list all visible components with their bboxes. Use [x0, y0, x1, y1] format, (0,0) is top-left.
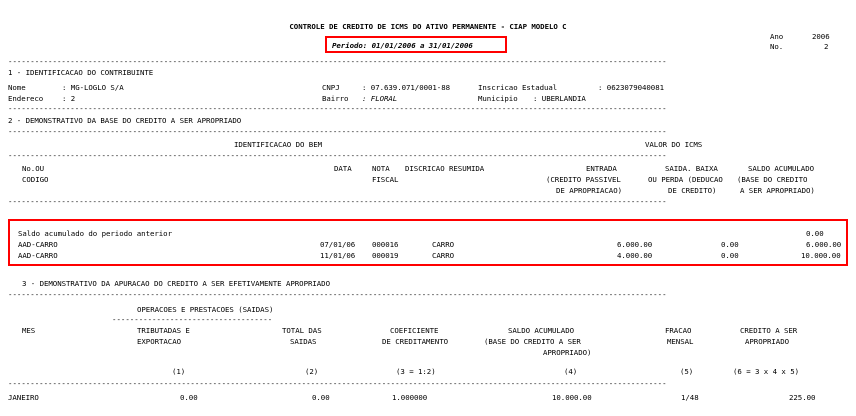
section3-heading: 3 - DEMONSTRATIVO DA APURACAO DO CREDITO A SER EFETIVAMENTE APROPRIADO: [22, 279, 330, 288]
col-num-2: (2): [305, 367, 319, 376]
cnpj-value: : 07.639.071/0001-88: [362, 83, 450, 92]
divider-section2-bottom: ----------------------------------------------------------------------------------------------------------------------------------------------------: [8, 197, 667, 206]
section3-group-header: OPERACOES E PRESTACOES (SAIDAS): [137, 305, 274, 314]
inscricao-estadual-value: : 0623079040081: [598, 83, 664, 92]
col-fiscal: FISCAL: [372, 175, 399, 184]
section2-group-left: IDENTIFICACAO DO BEM: [234, 140, 322, 149]
list-item: 10.000.00: [552, 393, 592, 402]
section2-group-right: VALOR DO ICMS: [645, 140, 703, 149]
list-item: 0.00: [180, 393, 198, 402]
col-credito-passivel: (CREDITO PASSIVEL: [546, 175, 621, 184]
col-a-ser-apropriado: A SER APROPRIADO): [740, 186, 815, 195]
table-row: 000016: [372, 240, 399, 249]
col-num-5: (5): [680, 367, 694, 376]
bairro-label: Bairro: [322, 94, 349, 103]
number-value: 2: [824, 42, 829, 51]
municipio-label: Municipio: [478, 94, 518, 103]
table-row: 11/01/06: [320, 251, 356, 260]
col-mes: MES: [22, 326, 36, 335]
col-apropriado-cont: APROPRIADO): [543, 348, 592, 357]
number-label: No.: [770, 42, 784, 51]
prev-balance-value: 0.00: [806, 229, 824, 238]
cnpj-label: CNPJ: [322, 83, 340, 92]
nome-label: Nome: [8, 83, 26, 92]
table-row: 4.000.00: [617, 251, 653, 260]
divider-section2-top: ----------------------------------------------------------------------------------------------------------------------------------------------------: [8, 127, 667, 136]
col-num-3: (3 = 1:2): [396, 367, 436, 376]
inscricao-estadual-label: Inscricao Estadual: [478, 83, 558, 92]
col-base-do-credito: (BASE DO CREDITO: [737, 175, 808, 184]
col-saldo-acumulado: SALDO ACUMULADO: [748, 164, 814, 173]
table-row: 10.000.00: [801, 251, 841, 260]
divider-section1: ----------------------------------------------------------------------------------------------------------------------------------------------------: [8, 104, 667, 113]
divider-section2-mid: ----------------------------------------------------------------------------------------------------------------------------------------------------: [8, 151, 667, 160]
table-row: AAD-CARRO: [18, 251, 58, 260]
col-nota: NOTA: [372, 164, 390, 173]
col-descricao: DISCRICAO RESUMIDA: [405, 164, 485, 173]
col-credito-a-ser: CREDITO A SER: [740, 326, 798, 335]
table-row: AAD-CARRO: [18, 240, 58, 249]
table-row: CARRO: [432, 240, 454, 249]
year-label: Ano: [770, 32, 784, 41]
col-exportacao: EXPORTACAO: [137, 337, 181, 346]
list-item: JANEIRO: [8, 393, 39, 402]
col-de-creditamento: DE CREDITAMENTO: [382, 337, 448, 346]
table-row: 000019: [372, 251, 399, 260]
table-row: CARRO: [432, 251, 454, 260]
divider-section3-bottom: ----------------------------------------------------------------------------------------------------------------------------------------------------: [8, 379, 667, 388]
col-base-credito-ser: (BASE DO CREDITO A SER: [484, 337, 581, 346]
col-saida-baixa: SAIDA. BAIXA: [665, 164, 718, 173]
table-row: 07/01/06: [320, 240, 356, 249]
list-item: 225.00: [789, 393, 816, 402]
divider-top: ----------------------------------------------------------------------------------------------------------------------------------------------------: [8, 57, 667, 66]
col-codigo: CODIGO: [22, 175, 49, 184]
table-row: 6.000.00: [806, 240, 842, 249]
bairro-value: : FLORAL: [362, 94, 398, 103]
table-row: 0.00: [721, 240, 739, 249]
col-coeficiente: COEFICIENTE: [390, 326, 439, 335]
list-item: 0.00: [312, 393, 330, 402]
list-item: 1.000000: [392, 393, 428, 402]
col-de-apropriacao: DE APROPRIACAO): [556, 186, 622, 195]
col-no-ou: No.OU: [22, 164, 44, 173]
divider-section3-top: ----------------------------------------------------------------------------------------------------------------------------------------------------: [8, 290, 667, 299]
col-de-credito: DE CREDITO): [668, 186, 717, 195]
col-num-1: (1): [172, 367, 186, 376]
col-num-4: (4): [564, 367, 578, 376]
period-label: Periodo: 01/01/2006 a 31/01/2006: [332, 41, 473, 50]
section1-heading: 1 - IDENTIFICACAO DO CONTRIBUINTE: [8, 68, 154, 77]
col-saldo-acumulado-3: SALDO ACUMULADO: [508, 326, 574, 335]
col-saidas: SAIDAS: [290, 337, 317, 346]
col-mensal: MENSAL: [667, 337, 694, 346]
year-value: 2006: [812, 32, 830, 41]
col-ou-perda: OU PERDA (DEDUCAO: [648, 175, 723, 184]
col-total-saidas: TOTAL DAS: [282, 326, 322, 335]
endereco-label: Endereco: [8, 94, 44, 103]
col-entrada: ENTRADA: [586, 164, 617, 173]
page-title: CONTROLE DE CREDITO DE ICMS DO ATIVO PERMANENTE - CIAP MODELO C: [289, 22, 567, 31]
col-data: DATA: [334, 164, 352, 173]
col-num-6: (6 = 3 x 4 x 5): [733, 367, 799, 376]
section3-group-rule: ------------------------------------: [112, 315, 273, 324]
list-item: 1/48: [681, 393, 699, 402]
nome-value: : MG-LOGLO S/A: [62, 83, 124, 92]
endereco-value: : 2: [62, 94, 76, 103]
table-row: 0.00: [721, 251, 739, 260]
prev-balance-label: Saldo acumulado do periodo anterior: [18, 229, 172, 238]
section2-heading: 2 - DEMONSTRATIVO DA BASE DO CREDITO A SER APROPRIADO: [8, 116, 242, 125]
col-tributadas: TRIBUTADAS E: [137, 326, 190, 335]
table-row: 6.000.00: [617, 240, 653, 249]
col-apropriado: APROPRIADO: [745, 337, 789, 346]
municipio-value: : UBERLANDIA: [533, 94, 586, 103]
col-fracao: FRACAO: [665, 326, 692, 335]
